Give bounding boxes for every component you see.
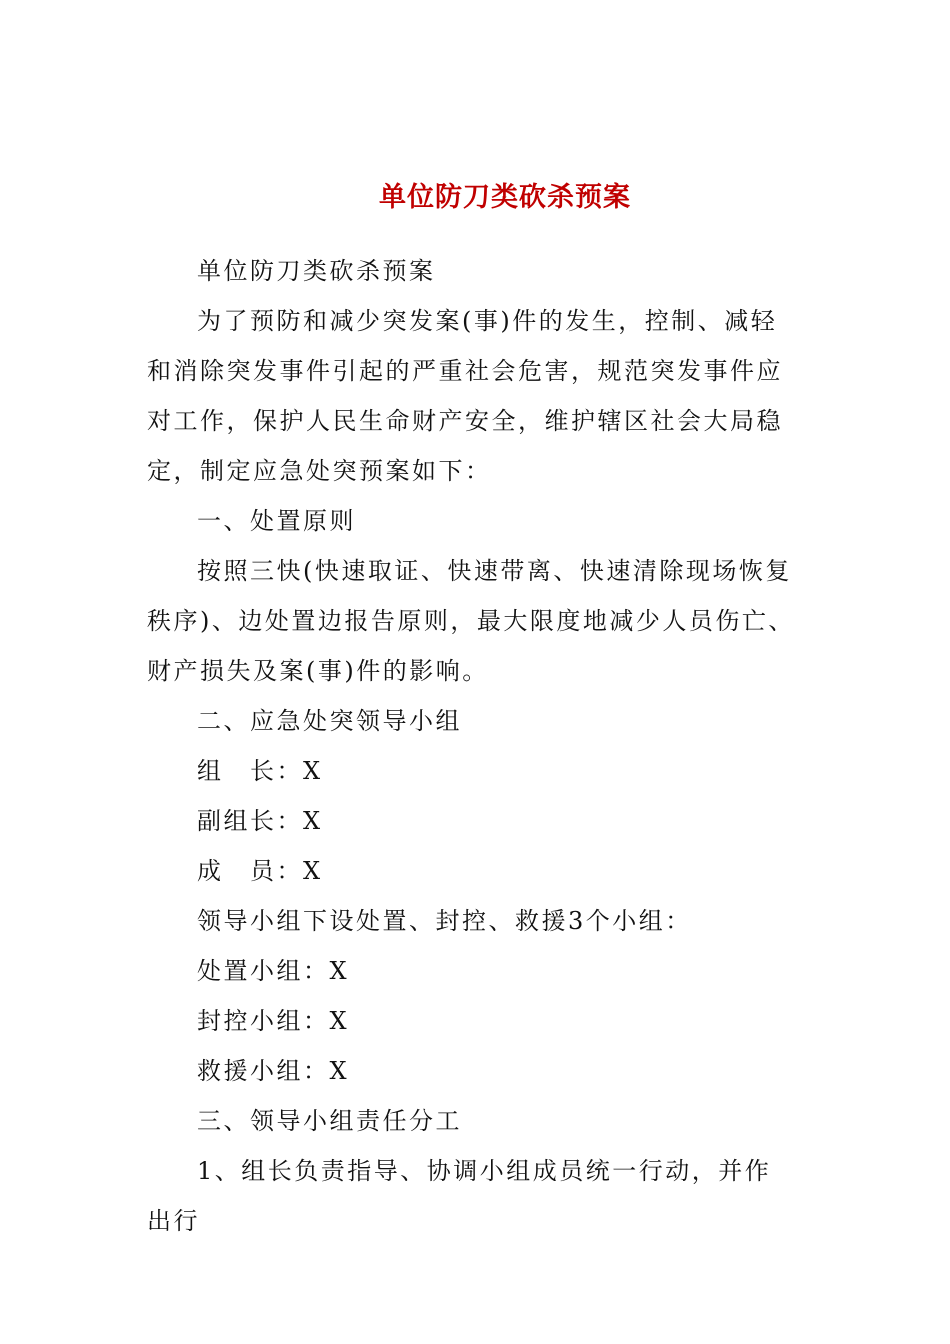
document-title: 单位防刀类砍杀预案 [379,182,631,213]
subgroups-intro-line: 领导小组下设处置、封控、救援3个小组： [197,907,692,935]
section-heading-responsibilities: 三、领导小组责任分工 [197,1107,462,1135]
section-heading-principles: 一、处置原则 [197,507,356,535]
paragraph-subtitle: 单位防刀类砍杀预案 [197,257,436,285]
document-body [147,246,797,1246]
responsibility-item-1: 1、组长负责指导、协调小组成员统一行动，并作出行 [147,1157,772,1235]
section-heading-leadership-group: 二、应急处突领导小组 [197,707,462,735]
rescue-group-line: 救援小组：X [197,1057,350,1085]
paragraph-intro: 为了预防和减少突发案(事)件的发生，控制、减轻和消除突发事件引起的严重社会危害，规范突发事件应对工作，保护人民生命财产安全，维护辖区社会大局稳定，制定应急处突预案如下： [147,307,783,485]
group-leader-line: 组 长：X [197,757,323,785]
members-line: 成 员：X [197,857,323,885]
deputy-leader-line: 副组长：X [197,807,323,835]
disposal-group-line: 处置小组：X [197,957,350,985]
paragraph-principles: 按照三快(快速取证、快速带离、快速清除现场恢复秩序)、边处置边报告原则，最大限度地减少人员伤亡、财产损失及案(事)件的影响。 [147,557,795,685]
control-group-line: 封控小组：X [197,1007,350,1035]
